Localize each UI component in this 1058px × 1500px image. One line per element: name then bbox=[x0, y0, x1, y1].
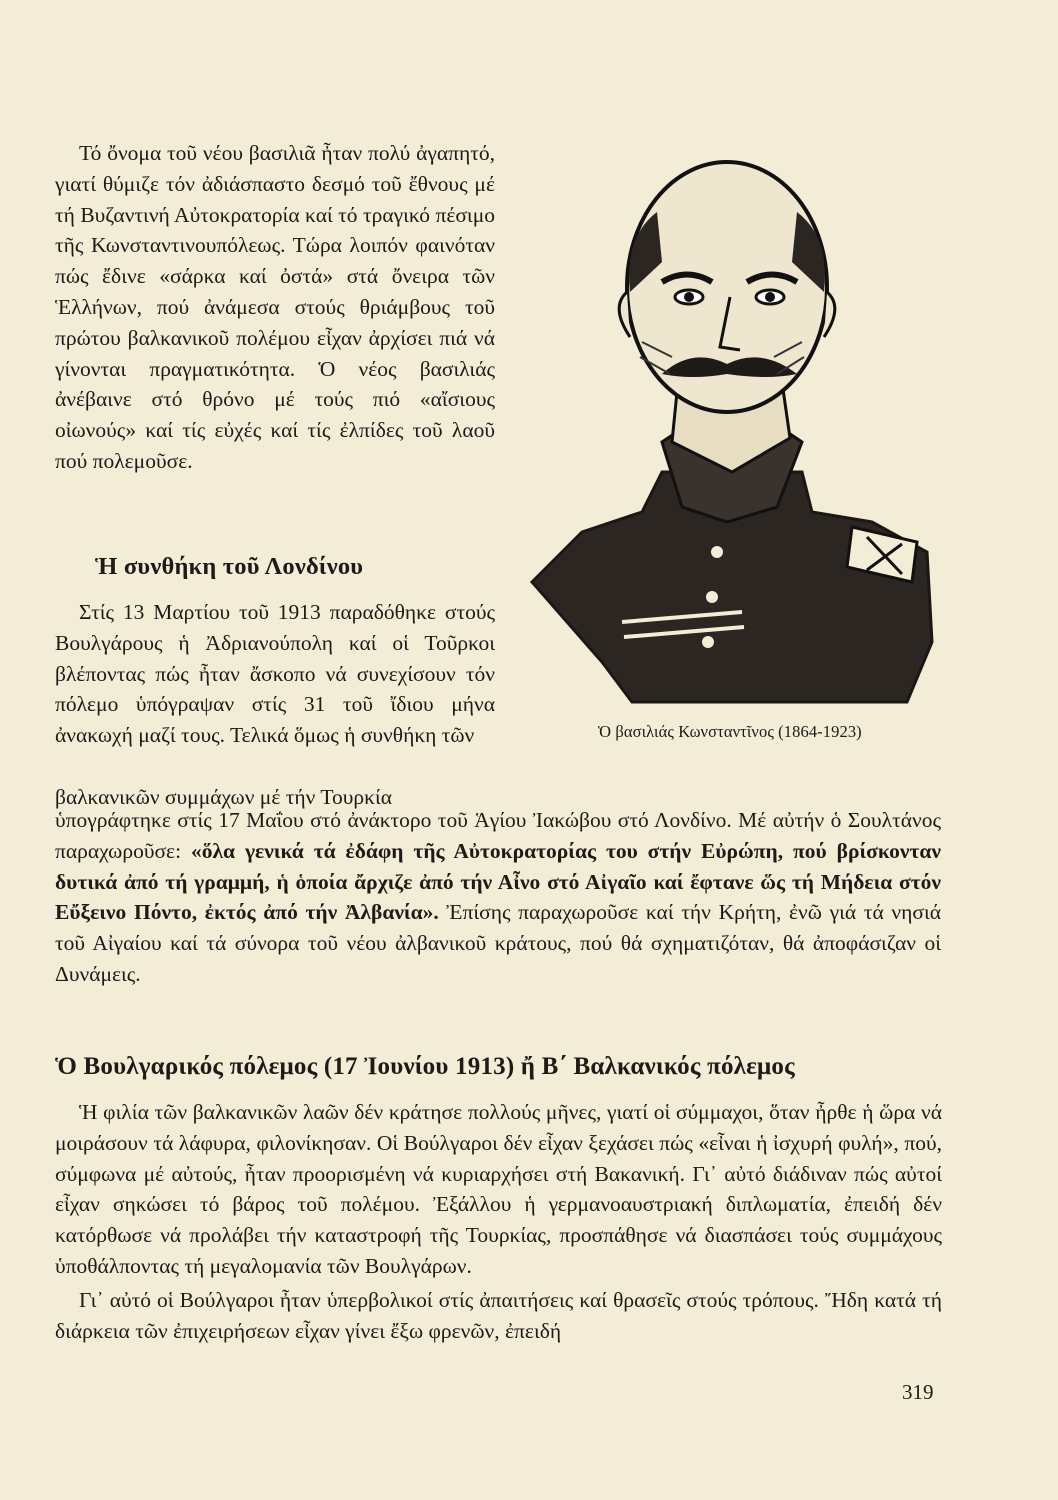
page-number: 319 bbox=[902, 1380, 934, 1404]
portrait-illustration bbox=[512, 142, 942, 712]
london-paragraph-start: Στίς 13 Μαρτίου τοῦ 1913 παραδόθηκε στούς Βουλγάρους ἡ Ἀδριανούπολη καί οἱ Τοῦρκοι βλέποντας πώς ἦταν ἄσκοπο νά συνεχίσουν τόν πόλεμο ὑπόγραψαν στίς 31 τοῦ ἴδιου μήνα ἀνακωχή μαζί τους. Τελικά ὅμως ἡ συνθήκη τῶν bbox=[55, 600, 495, 748]
section-heading-bulgarian-war: Ὁ Βουλγαρικός πόλεμος (17 Ἰουνίου 1913) ἤ Β΄ Βαλκανικός πόλεμος bbox=[55, 1053, 795, 1080]
intro-paragraph-block bbox=[55, 138, 495, 477]
intro-paragraph: Τό ὄνομα τοῦ νέου βασιλιᾶ ἦταν πολύ ἀγαπητό, γιατί θύμιζε τόν ἀδιάσπαστο δεσμό τοῦ ἔθνους μέ τή Βυζαντινή Αὐτοκρατορία καί τό τραγικό πέσιμο τῆς Κωνσταντινουπόλεως. Τώρα λοιπόν φαινόταν πώς ἔδινε «σάρκα καί ὀστά» στά ὄνειρα τῶν Ἑλλήνων, πού ἀνάμεσα στούς θριάμβους τοῦ πρώτου βαλκανικοῦ πολέμου εἶχαν ἀρχίσει πιά νά γίνονται πραγματικότητα. Ὁ νέος βασιλιάς ἀνέβαινε στό θρόνο μέ τούς πιό «αἴσιους οἰωνούς» καί τίς εὐχές καί τίς ἐλπίδες τοῦ λαοῦ πού πολεμοῦσε. bbox=[55, 141, 495, 473]
london-text-b: Ἐπίσης παραχωροῦσε καί τήν Κρήτη, ἐνῶ γιά τά νησιά τοῦ Αἰγαίου καί τά σύνορα τοῦ νέου ἀλβανικοῦ κράτους, πού θά σχηματιζόταν, θά ἀποφάσιζαν οἱ Δυνάμεις. bbox=[55, 900, 941, 986]
section-heading-london: Ἡ συνθήκη τοῦ Λονδίνου bbox=[95, 553, 364, 580]
london-text-a: ὑπογράφτηκε στίς 17 Μαΐου στό ἀνάκτορο τοῦ Ἁγίου Ἰακώβου στό Λονδίνο. Μέ αὐτήν ὁ Σουλτάνος παραχωροῦσε: bbox=[55, 808, 941, 863]
bulgarian-paragraph-1: Ἡ φιλία τῶν βαλκανικῶν λαῶν δέν κράτησε πολλούς μῆνες, γιατί οἱ σύμμαχοι, ὅταν ἦρθε ἡ ὥρα νά μοιράσουν τά λάφυρα, φιλονίκησαν. Οἱ Βούλγαροι δέν εἶχαν ξεχάσει πώς «εἶναι ἡ ἰσχυρή φυλή», πού, σύμφωνα μέ αὐτούς, ἦταν προορισμένη νά κυριαρχήσει στή Βακανική. Γι᾿ αὐτό διάδιναν πώς αὐτοί εἶχαν σηκώσει τό βάρος τοῦ πολέμου. Ἐξάλλου ἡ γερμανοαυστριακή διπλωματία, ἐπειδή δέν κατόρθωσε νά προλάβει τήν καταστροφή τῆς Τουρκίας, προσπάθησε νά διασπάσει τούς συμμάχους ὑποθάλποντας τή μεγαλομανία τῶν Βουλγάρων. bbox=[55, 1100, 942, 1278]
bulgarian-war-text bbox=[55, 1097, 942, 1346]
london-side-text bbox=[55, 597, 495, 751]
london-paragraph-side-end: βαλκανικῶν συμμάχων μέ τήν Τουρκία bbox=[55, 785, 392, 809]
head-shape bbox=[627, 162, 827, 412]
bulgarian-paragraph-2: Γι᾿ αὐτό οἱ Βούλγαροι ἦταν ὑπερβολικοί στίς ἀπαιτήσεις καί θρασεῖς στούς τρόπους. Ἤδη κατά τή διάρκεια τῶν ἐπιχειρήσεων εἶχαν γίνει ἔξω φρενῶν, ἐπειδή bbox=[55, 1287, 942, 1343]
treaty-quote: «ὅλα γενικά τά ἐδάφη τῆς Αὐτοκρατορίας του στήν Εὐρώπη, πού βρίσκονταν δυτικά ἀπό τή γραμμή, ἡ ὁποία ἄρχιζε ἀπό τήν Αἶνο στό Αἰγαῖο καί ἔφτανε ὥς τή Μήδεια στόν Εὔξεινο Πόντο, ἐκτός ἀπό τήν Ἀλβανία». bbox=[55, 838, 942, 925]
portrait-caption: Ὁ βασιλιάς Κωνσταντῖνος (1864-1923) bbox=[598, 722, 862, 741]
london-paragraph-continued bbox=[55, 805, 941, 990]
london-full-text bbox=[55, 805, 941, 990]
